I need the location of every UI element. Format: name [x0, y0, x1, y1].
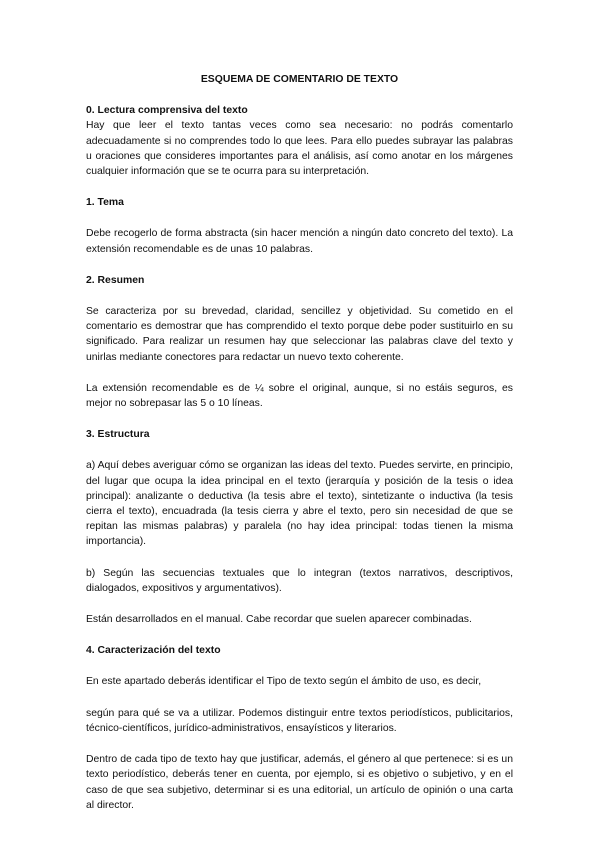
document-body [86, 72, 513, 813]
section-paragraph: En este apartado deberás identificar el Tipo de texto según el ámbito de uso, es decir, [86, 676, 482, 688]
document-title: ESQUEMA DE COMENTARIO DE TEXTO [200, 74, 399, 85]
section-paragraph: Debe recogerlo de forma abstracta (sin hacer mención a ningún dato concreto del texto). La extensión recomendable es de unas 10 palabras. [86, 228, 513, 255]
section-heading-estructura: 3. Estructura [86, 429, 150, 441]
section-paragraph: Dentro de cada tipo de texto hay que justificar, además, el género al que pertenece: si es un texto periodístico, deberás tener en cuenta, por ejemplo, si es objetivo o subjetivo, y en el caso de que sea subjetivo, determinar si es una editorial, un artículo de opinión o una carta al director. [86, 754, 513, 811]
section-paragraph: Están desarrollados en el manual. Cabe recordar que suelen aparecer combinadas. [86, 614, 472, 626]
section-paragraph: Se caracteriza por su brevedad, claridad, sencillez y objetividad. Su cometido en el comentario es demostrar que has comprendido el texto porque debe poder sustituirlo en su significado. Para realizar un resumen hay que seleccionar las palabras clave del texto y unirlas mediante conectores para redactar un nuevo texto coherente. [86, 306, 513, 363]
section-paragraph: b) Según las secuencias textuales que lo integran (textos narrativos, descriptivos, dialogados, expositivos y argumentativos). [86, 567, 513, 594]
section-heading-tema: 1. Tema [86, 197, 124, 209]
section-heading-caracterizacion: 4. Caracterización del texto [86, 645, 221, 657]
section-paragraph: según para qué se va a utilizar. Podemos distinguir entre textos periodísticos, publicitarios, técnico-científicos, jurídico-administrativos, ensayísticos y literarios. [86, 707, 513, 734]
section-paragraph: a) Aquí debes averiguar cómo se organizan las ideas del texto. Puedes servirte, en principio, del lugar que ocupa la idea principal en el texto (jerarquía y posición de la tesis o idea principal): analizante o deductiva (la tesis abre el texto), sintetizante o inductiva (la tesis cierra el texto), encuadrada (la tesis cierra y abre el texto, pero sin necesidad de que se repitan las mismas palabras) y paralela (no hay idea principal: todas tienen la misma importancia). [86, 460, 513, 548]
section-heading-resumen: 2. Resumen [86, 274, 145, 286]
section-paragraph: Hay que leer el texto tantas veces como sea necesario: no podrás comentarlo adecuadamente si no comprendes todo lo que lees. Para ello puedes subrayar las palabras u oraciones que consideres importantes para el análisis, así como anotar en los márgenes cualquier información que se te ocurra para su interpretación. [86, 120, 513, 178]
section-paragraph: La extensión recomendable es de ¼ sobre el original, aunque, si no estáis seguros, es mejor no sobrepasar las 5 o 10 líneas. [86, 382, 513, 410]
section-heading-lectura: 0. Lectura comprensiva del texto [86, 105, 248, 117]
